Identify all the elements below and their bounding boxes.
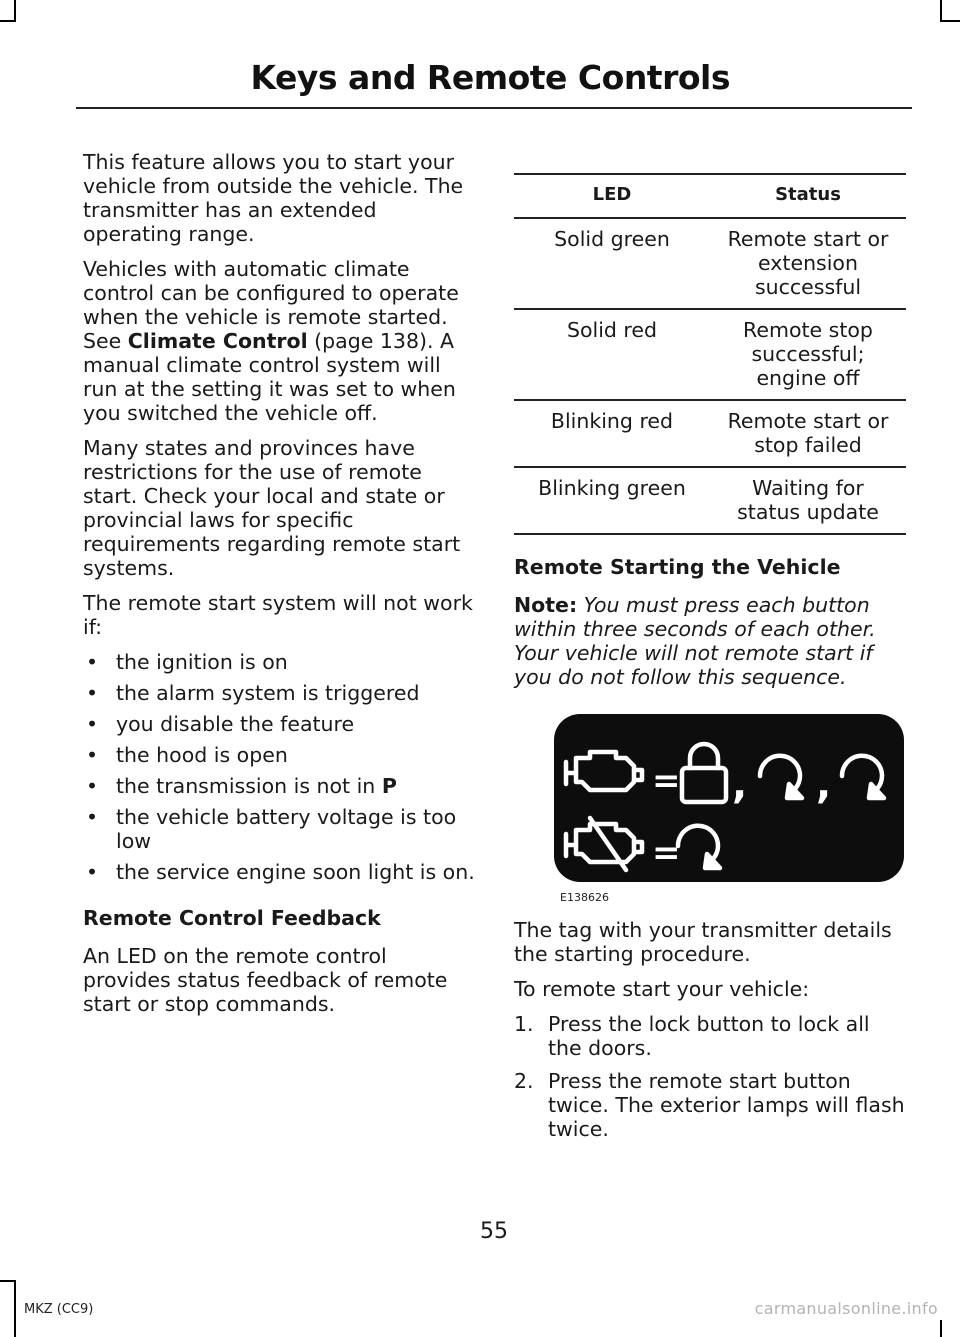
intro-paragraph: This feature allows you to start your vehicle from outside the vehicle. The transmitter has an extended operating range.: [83, 150, 464, 246]
list-item: [83, 650, 475, 674]
step-text: Press the lock button to lock all the doors.: [548, 1012, 870, 1060]
crop-mark: [14, 1280, 16, 1337]
climate-paragraph: [83, 257, 475, 425]
equals-sign: =: [652, 833, 681, 873]
table-row: [514, 400, 906, 467]
bullet-icon: •: [86, 743, 99, 767]
list-item-text: you disable the feature: [116, 712, 355, 736]
page-number: 55: [480, 1219, 508, 1244]
table-row: [514, 309, 906, 400]
step-text: Press the remote start button twice. The exterior lamps will flash twice.: [548, 1069, 905, 1141]
column-header-status: Status: [710, 174, 906, 218]
status-cell: Remote start or stop failed: [710, 400, 906, 467]
list-item: [83, 743, 475, 767]
list-item-text: the service engine soon light is on.: [116, 860, 475, 884]
step-number: 1.: [514, 1012, 534, 1036]
crop-mark: [0, 1280, 16, 1282]
note-label: Note:: [514, 593, 578, 617]
list-item: [83, 681, 475, 705]
procedure-intro: To remote start your vehicle:: [514, 977, 810, 1001]
led-cell: Solid green: [514, 218, 710, 309]
table-header-row: [514, 174, 906, 218]
step-number: 2.: [514, 1069, 534, 1093]
list-item: [514, 1069, 906, 1141]
gear-park-label: P: [381, 774, 397, 798]
list-item: [83, 774, 475, 798]
list-item: [83, 860, 475, 884]
list-item-text: the ignition is on: [116, 650, 288, 674]
remote-start-icon: [678, 826, 718, 860]
remote-start-icon: [842, 756, 882, 790]
lock-icon: [682, 744, 726, 802]
sequence-graphic: [554, 714, 904, 882]
feedback-paragraph: An LED on the remote control provides status feedback of remote start or stop commands.: [83, 944, 448, 1016]
bullet-icon: •: [86, 650, 99, 674]
conditions-intro: The remote start system will not work if:: [83, 591, 473, 639]
status-cell: Remote start or extension successful: [710, 218, 906, 309]
table-row: [514, 218, 906, 309]
crop-mark: [14, 0, 16, 22]
bullet-icon: •: [86, 774, 99, 798]
list-item-text: the alarm system is triggered: [116, 681, 420, 705]
led-status-table: [514, 173, 906, 535]
note-paragraph: [514, 593, 906, 689]
header-divider: [76, 107, 912, 109]
list-item: [83, 805, 475, 853]
tag-paragraph: The tag with your transmitter details the starting procedure.: [514, 918, 892, 966]
crop-mark: [940, 1320, 942, 1337]
engine-icon: [566, 752, 642, 790]
climate-control-link[interactable]: Climate Control: [127, 329, 308, 353]
status-cell: Waiting for status update: [710, 467, 906, 534]
list-item: [83, 712, 475, 736]
list-item: [514, 1012, 906, 1060]
steps-list: [514, 1012, 906, 1141]
right-column: [514, 173, 906, 1150]
bullet-icon: •: [86, 681, 99, 705]
led-cell: Solid red: [514, 309, 710, 400]
column-header-led: LED: [514, 174, 710, 218]
crop-mark: [940, 20, 960, 22]
page-title: Keys and Remote Controls: [250, 58, 730, 97]
model-code: MKZ (CC9): [24, 1302, 94, 1317]
remote-start-icon: [760, 756, 800, 790]
list-item-text: the vehicle battery voltage is too low: [116, 805, 457, 853]
engine-off-icon: [566, 818, 642, 870]
climate-text-before: Vehicles with automatic climate control can be configured to operate when the vehicle is remote started. See: [83, 257, 459, 353]
remote-start-heading: Remote Starting the Vehicle: [514, 555, 841, 579]
crop-mark: [940, 0, 942, 22]
laws-paragraph: Many states and provinces have restrictions for the use of remote start. Check your local and state or provincial laws for specific requirements regarding remote start systems.: [83, 436, 461, 580]
table-row: [514, 467, 906, 534]
left-column: [83, 150, 475, 1027]
comma-separator: ,: [732, 762, 748, 808]
conditions-list: [83, 650, 475, 884]
watermark: carmanualsonline.info: [754, 1299, 938, 1318]
figure-id: E138626: [560, 891, 609, 904]
list-item-text: the hood is open: [116, 743, 288, 767]
bullet-icon: •: [86, 860, 99, 884]
comma-separator: ,: [816, 762, 832, 808]
climate-text-after: (page 138). A manual climate control system will run at the setting it was set to when you switched the vehicle off.: [83, 329, 456, 425]
feedback-heading: Remote Control Feedback: [83, 906, 381, 930]
note-text: You must press each button within three seconds of each other. Your vehicle will not remote start if you do not follow this sequence.: [514, 593, 876, 689]
led-cell: Blinking green: [514, 467, 710, 534]
status-cell: Remote stop successful; engine off: [710, 309, 906, 400]
equals-sign: =: [652, 761, 681, 801]
bullet-icon: •: [86, 712, 99, 736]
list-item-text: the transmission is not in: [116, 774, 382, 798]
led-cell: Blinking red: [514, 400, 710, 467]
remote-start-sequence-figure: [554, 714, 904, 904]
bullet-icon: •: [86, 805, 99, 829]
